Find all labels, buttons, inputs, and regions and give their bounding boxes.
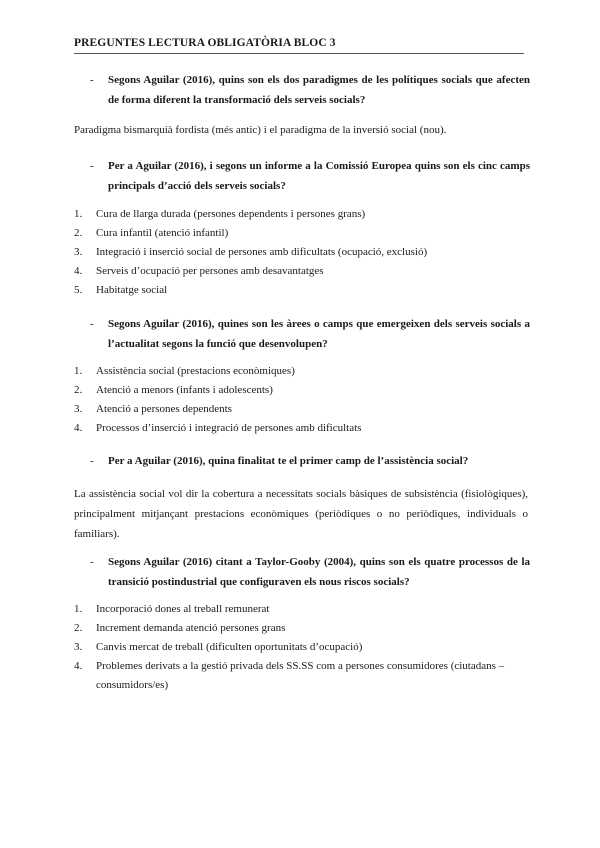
- list-item: 2. Increment demanda atenció persones grans: [74, 622, 286, 634]
- page-title: PREGUNTES LECTURA OBLIGATÒRIA BLOC 3: [74, 37, 524, 54]
- question-3-text: Segons Aguilar (2016), quines son les àrees o camps que emergeixen dels serveis socials a l’actualitat segons la funció que desenvolupen?: [108, 318, 530, 350]
- bullet-dash: -: [90, 318, 94, 330]
- answer-2-list: [74, 205, 528, 300]
- list-item: 4. Serveis d’ocupació per persones amb desavantatges: [74, 265, 324, 277]
- question-5: [90, 552, 530, 592]
- bullet-dash: -: [90, 455, 94, 467]
- bullet-dash: -: [90, 160, 94, 172]
- list-item: 3. Atenció a persones dependents: [74, 403, 232, 415]
- question-2-text: Per a Aguilar (2016), i segons un informe a la Comissió Europea quins son els cinc camps principals d’acció dels serveis socials?: [108, 160, 530, 192]
- question-2: [90, 156, 530, 196]
- list-item: 5. Habitatge social: [74, 284, 168, 296]
- answer-3-list: [74, 362, 528, 438]
- question-1: [90, 70, 530, 110]
- list-item: 3. Canvis mercat de treball (dificulten oportunitats d’ocupació): [74, 641, 363, 653]
- question-3: [90, 314, 530, 354]
- list-item: 1. Cura de llarga durada (persones dependents i persones grans): [74, 208, 366, 220]
- bullet-dash: -: [90, 556, 94, 568]
- answer-4: La assistència social vol dir la cobertura a necessitats socials bàsiques de subsistència (fisiològiques), principalment mitjançant prestacions econòmiques (periòdiques o no periòdiques, individuals o familiars).: [74, 488, 528, 540]
- list-item: 1. Assistència social (prestacions econòmiques): [74, 365, 295, 377]
- question-1-text: Segons Aguilar (2016), quins son els dos paradigmes de les polítiques socials que afecten de forma diferent la transformació dels serveis socials?: [108, 74, 530, 106]
- list-item: 4. Processos d’inserció i integració de persones amb dificultats: [74, 422, 362, 434]
- answer-5-list: [74, 600, 528, 695]
- question-4: [90, 451, 530, 471]
- list-item: 1. Incorporació dones al treball remunerat: [74, 603, 270, 615]
- list-item: 2. Cura infantil (atenció infantil): [74, 227, 229, 239]
- answer-1: Paradigma bismarquià fordista (més antic) i el paradigma de la inversió social (nou).: [74, 124, 447, 136]
- list-item: 2. Atenció a menors (infants i adolescents): [74, 384, 273, 396]
- bullet-dash: -: [90, 74, 94, 86]
- list-item: 3. Integració i inserció social de persones amb dificultats (ocupació, exclusió): [74, 246, 428, 258]
- question-4-text: Per a Aguilar (2016), quina finalitat te el primer camp de l’assistència social?: [108, 455, 469, 467]
- list-item: 4. Problemes derivats a la gestió privada dels SS.SS com a persones consumidores (ciutadans – consumidors/es): [74, 660, 505, 691]
- question-5-text: Segons Aguilar (2016) citant a Taylor-Gooby (2004), quins son els quatre processos de la transició postindustrial que configuraven els nous riscos socials?: [108, 556, 530, 588]
